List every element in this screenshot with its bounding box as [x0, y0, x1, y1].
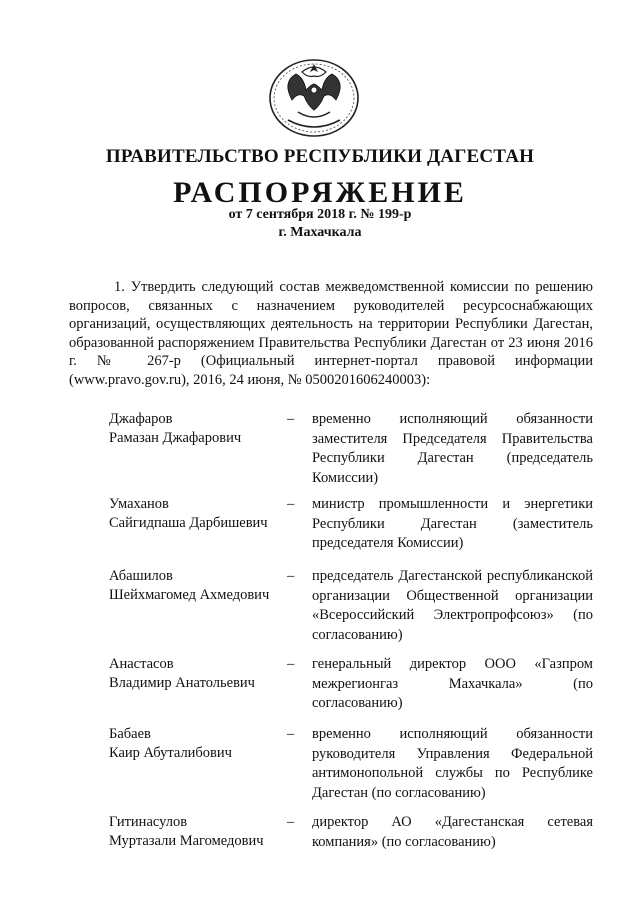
member-name	[109, 813, 289, 851]
member-surname: Умаханов	[109, 496, 169, 512]
document-city: г. Махачкала	[278, 225, 362, 240]
member-role: директор АО «Дагестанская сетевая компания» (по согласованию)	[312, 814, 593, 850]
member-surname: Бабаев	[109, 726, 151, 742]
dash-separator: –	[287, 814, 295, 830]
dash-separator: –	[287, 411, 295, 427]
member-role: министр промышленности и энергетики Республики Дагестан (заместитель председателя Комиссии)	[312, 496, 593, 551]
member-name	[109, 655, 289, 693]
document-type: РАСПОРЯЖЕНИЕ	[173, 176, 467, 209]
member-given-name: Рамазан Джафарович	[109, 430, 242, 446]
member-given-name: Муртазали Магомедович	[109, 833, 264, 849]
member-surname: Гитинасулов	[109, 814, 188, 830]
member-given-name: Сайгидпаша Дарбишевич	[109, 515, 268, 531]
dash-separator: –	[287, 568, 295, 584]
member-given-name: Каир Абуталибович	[109, 745, 232, 761]
document-date-number: от 7 сентября 2018 г. № 199-р	[228, 207, 412, 222]
coat-of-arms-emblem	[262, 50, 366, 140]
member-surname: Абашилов	[109, 568, 173, 584]
dash-separator: –	[287, 496, 295, 512]
member-name	[109, 410, 289, 448]
member-role: временно исполняющий обязанности заместителя Председателя Правительства Республики Дагестан (председатель Комиссии)	[312, 411, 593, 486]
member-surname: Анастасов	[109, 656, 174, 672]
member-role: генеральный директор ООО «Газпром межрегионгаз Махачкала» (по согласованию)	[312, 656, 593, 711]
member-name	[109, 725, 289, 763]
member-name	[109, 567, 289, 605]
member-given-name: Владимир Анатольевич	[109, 675, 255, 691]
member-role: временно исполняющий обязанности руководителя Управления Федеральной антимонопольной службы по Республике Дагестан (по согласованию)	[312, 726, 593, 801]
dash-separator: –	[287, 656, 295, 672]
member-role: председатель Дагестанской республиканской организации Общественной организации «Всероссийский Электропрофсоюз» (по согласованию)	[312, 568, 593, 643]
dash-separator: –	[287, 726, 295, 742]
member-given-name: Шейхмагомед Ахмедович	[109, 587, 270, 603]
member-name	[109, 495, 289, 533]
member-surname: Джафаров	[109, 411, 173, 427]
paragraph-1: 1. Утвердить следующий состав межведомственной комиссии по решению вопросов, связанных с назначением руководителей ресурсоснабжающих организаций, осуществляющих деятельность на территории Республики Дагестан, образованной распоряжением Правительства Республики Дагестан от 23 июня 2016 г. № 267-р (Официальный интернет-портал правовой информации (www.pravo.gov.ru), 2016, 24 июня, № 0500201606240003):	[69, 279, 593, 388]
government-title: ПРАВИТЕЛЬСТВО РЕСПУБЛИКИ ДАГЕСТАН	[105, 146, 535, 167]
